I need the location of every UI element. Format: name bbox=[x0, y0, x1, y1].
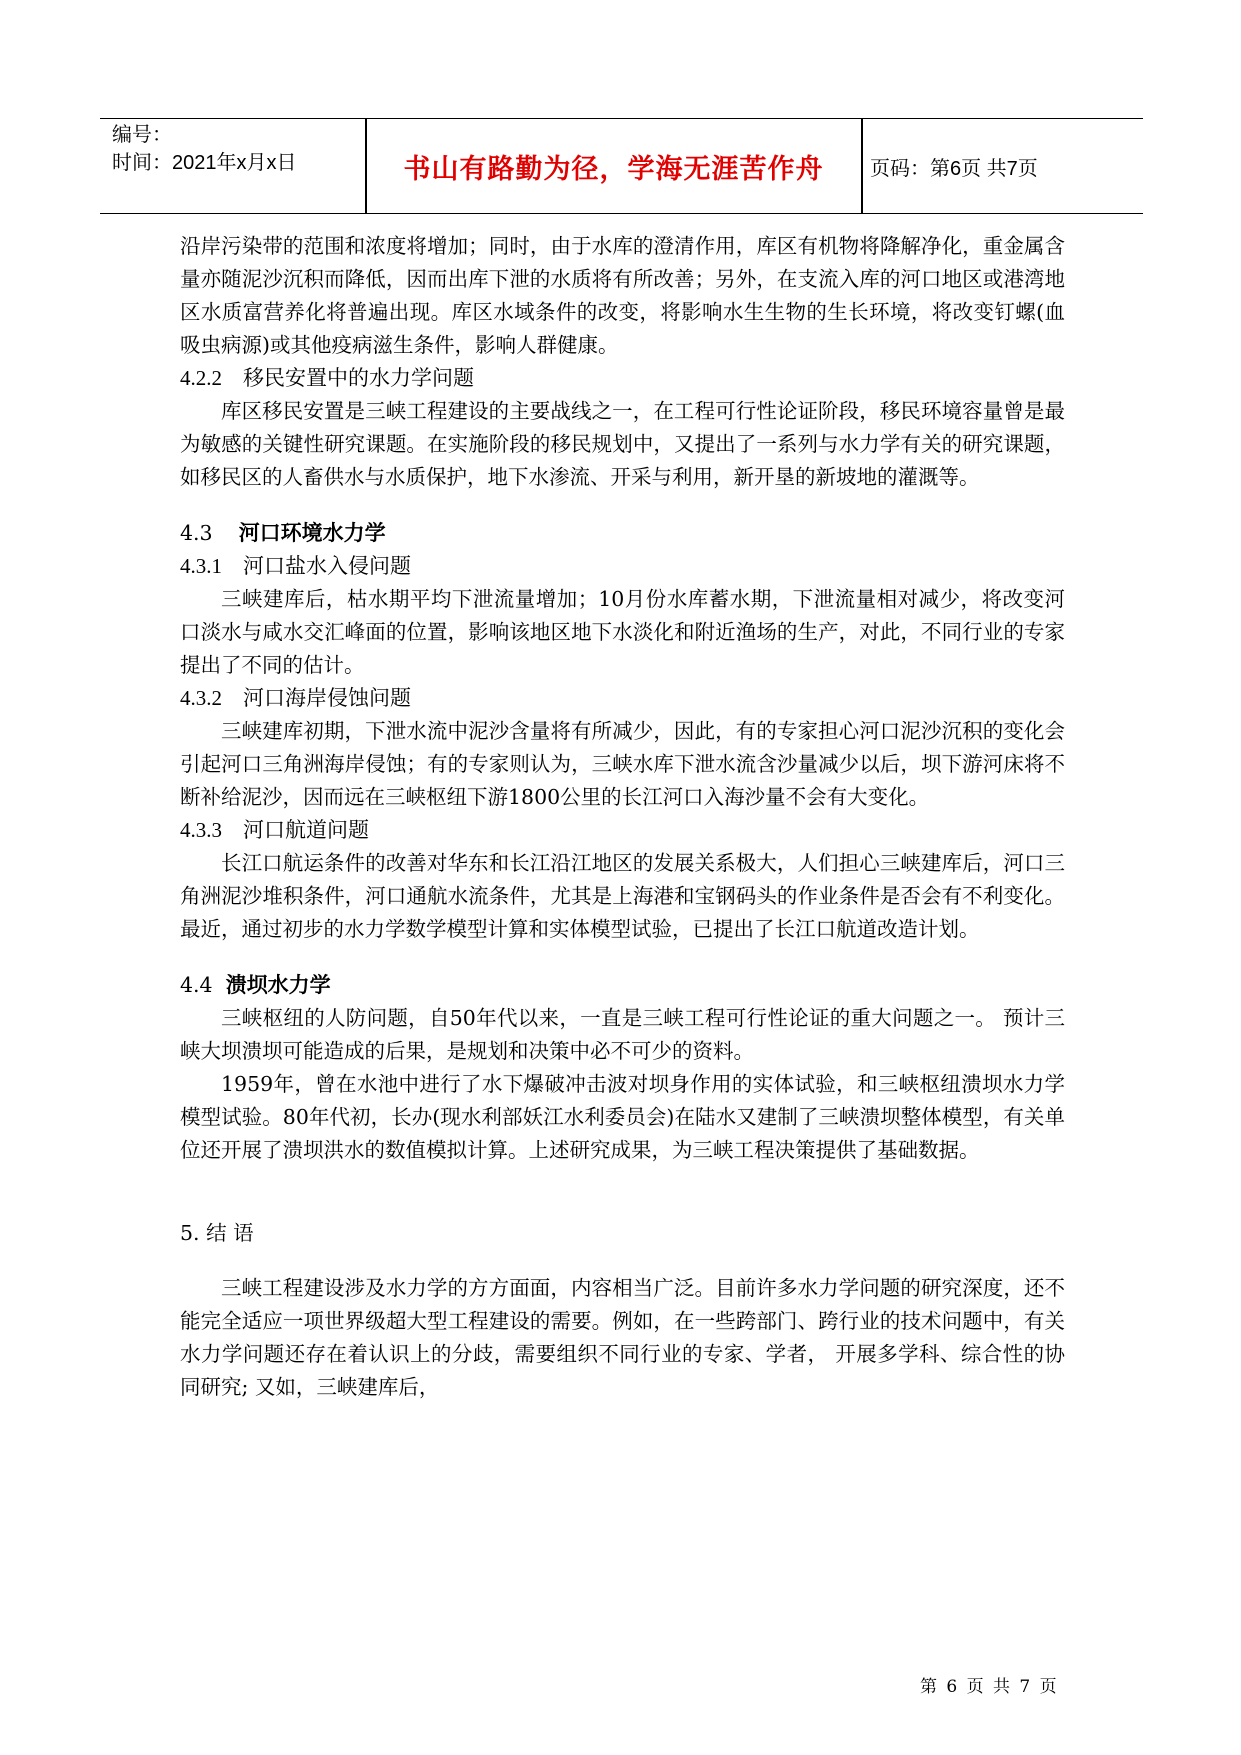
section-heading-4-3-2: 4.3.2 河口海岸侵蚀问题 bbox=[180, 686, 411, 710]
section-heading-4-3-3: 4.3.3 河口航道问题 bbox=[180, 818, 369, 842]
paragraph: 长江口航运条件的改善对华东和长江沿江地区的发展关系极大，人们担心三峡建库后，河口三角洲泥沙堆积条件，河口通航水流条件，尤其是上海港和宝钢码头的作业条件是否会有不利变化。最近，通过初步的水力学数学模型计算和实体模型试验，已提出了长江口航道改造计划。 bbox=[180, 851, 1065, 941]
header-meta bbox=[112, 121, 297, 177]
paragraph: 库区移民安置是三峡工程建设的主要战线之一，在工程可行性论证阶段，移民环境容量曾是最为敏感的关键性研究课题。在实施阶段的移民规划中，又提出了一系列与水力学有关的研究课题，如移民区的人畜供水与水质保护，地下水渗流、开采与利用，新开垦的新坡地的灌溉等。 bbox=[180, 399, 1065, 489]
section-number: 4.3 bbox=[180, 521, 213, 545]
number-label: 编号： bbox=[112, 124, 172, 146]
document-header bbox=[100, 118, 1143, 214]
section-heading-4-4 bbox=[180, 968, 1065, 1002]
document-body bbox=[180, 230, 1065, 1404]
paragraph: 1959年，曾在水池中进行了水下爆破冲击波对坝身作用的实体试验，和三峡枢纽溃坝水力学模型试验。80年代初，长办(现水利部妖江水利委员会)在陆水又建制了三峡溃坝整体模型，有关单位还开展了溃坝洪水的数值模拟计算。上述研究成果，为三峡工程决策提供了基础数据。 bbox=[180, 1072, 1065, 1162]
header-motto: 书山有路勤为径，学海无涯苦作舟 bbox=[403, 153, 824, 185]
time-label: 时间：2021年x月x日 bbox=[112, 152, 297, 174]
section-heading-4-3 bbox=[180, 516, 1065, 550]
paragraph: 三峡建库初期，下泄水流中泥沙含量将有所减少，因此，有的专家担心河口泥沙沉积的变化会引起河口三角洲海岸侵蚀；有的专家则认为，三峡水库下泄水流含沙量减少以后，坝下游河床将不断补给泥沙，因而远在三峡枢纽下游1800公里的长江河口入海沙量不会有大变化。 bbox=[180, 719, 1065, 809]
section-heading-4-2-2: 4.2.2 移民安置中的水力学问题 bbox=[180, 366, 474, 390]
page-footer: 第 6 页 共 7 页 bbox=[920, 1677, 1059, 1697]
section-heading-4-3-1: 4.3.1 河口盐水入侵问题 bbox=[180, 554, 411, 578]
section-number: 4.4 bbox=[180, 973, 213, 997]
section-title: 河口环境水力学 bbox=[238, 520, 386, 545]
paragraph: 沿岸污染带的范围和浓度将增加；同时，由于水库的澄清作用，库区有机物将降解净化，重金属含量亦随泥沙沉积而降低，因而出库下泄的水质将有所改善；另外，在支流入库的河口地区或港湾地区水质富营养化将普遍出现。库区水域条件的改变，将影响水生生物的生长环境，将改变钉螺(血吸虫病源)或其他疫病滋生条件，影响人群健康。 bbox=[180, 234, 1065, 357]
paragraph: 三峡建库后，枯水期平均下泄流量增加；10月份水库蓄水期，下泄流量相对减少，将改变河口淡水与咸水交汇峰面的位置，影响该地区地下水淡化和附近渔场的生产，对此，不同行业的专家提出了不同的估计。 bbox=[180, 587, 1065, 677]
section-heading-5: 5. 结 语 bbox=[180, 1221, 254, 1245]
header-divider bbox=[861, 119, 863, 213]
section-title: 溃坝水力学 bbox=[225, 972, 331, 997]
paragraph: 三峡枢纽的人防问题，自50年代以来，一直是三峡工程可行性论证的重大问题之一。 预计三峡大坝溃坝可能造成的后果，是规划和决策中必不可少的资料。 bbox=[180, 1006, 1065, 1063]
paragraph: 三峡工程建设涉及水力学的方方面面，内容相当广泛。目前许多水力学问题的研究深度，还不能完全适应一项世界级超大型工程建设的需要。例如，在一些跨部门、跨行业的技术问题中，有关水力学问题还存在着认识上的分歧，需要组织不同行业的专家、学者， 开展多学科、综合性的协同研究; 又如，三峡建库后， bbox=[180, 1276, 1065, 1399]
header-page-info: 页码：第6页 共7页 bbox=[870, 157, 1038, 180]
